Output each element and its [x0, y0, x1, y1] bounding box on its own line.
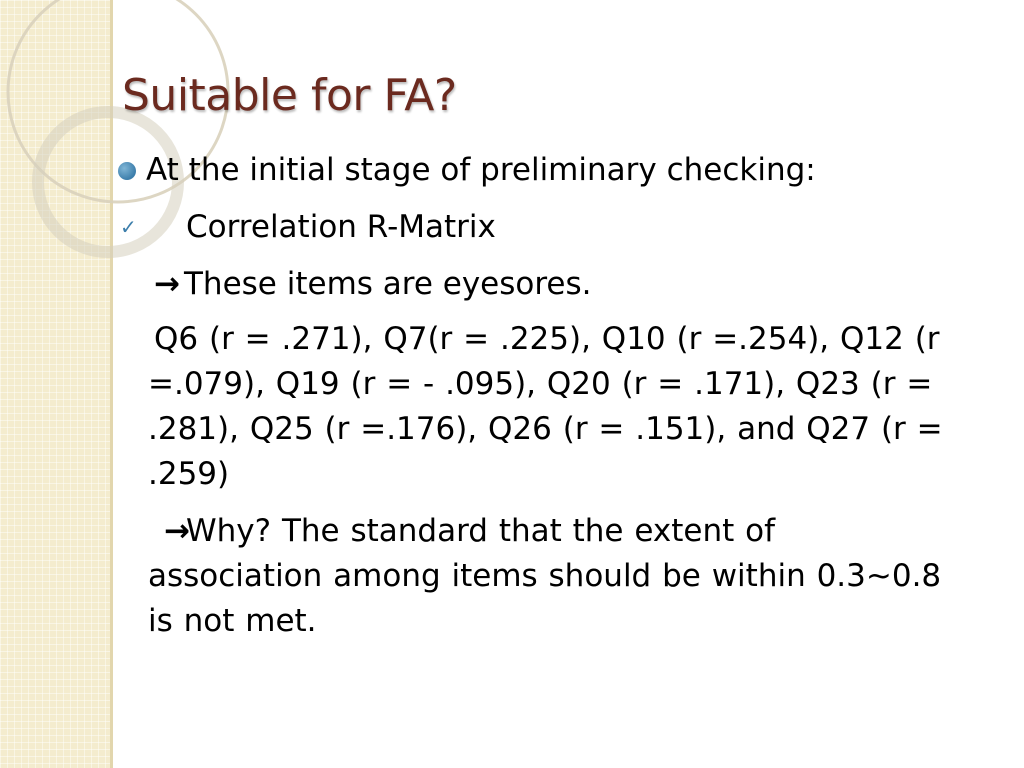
bullet-item	[118, 148, 978, 193]
why-paragraph	[148, 509, 958, 644]
bullet-dot-icon	[118, 162, 136, 180]
check-item	[118, 205, 978, 250]
arrow-item	[118, 262, 978, 307]
correlation-values: Q6 (r = .271), Q7(r = .225), Q10 (r =.254), Q12 (r =.079), Q19 (r = - .095), Q20 (r = .171), Q23 (r = .281), Q25 (r =.176), Q26 (r = .151), and Q27 (r = .259)	[148, 321, 943, 492]
eyesores-text: These items are eyesores.	[184, 266, 592, 302]
slide-title: Suitable for FA?	[122, 70, 457, 121]
why-text: Why? The standard that the extent of association among items should be within 0.3~0.8 is not met.	[148, 513, 942, 639]
check-item-text: Correlation R-Matrix	[186, 209, 496, 245]
arrow-right-icon: →	[154, 266, 180, 302]
checkmark-icon: ✓	[120, 215, 137, 239]
bullet-text: At the initial stage of preliminary checking:	[146, 152, 816, 188]
slide-body	[118, 148, 978, 644]
arrow-right-icon: →	[164, 513, 190, 549]
